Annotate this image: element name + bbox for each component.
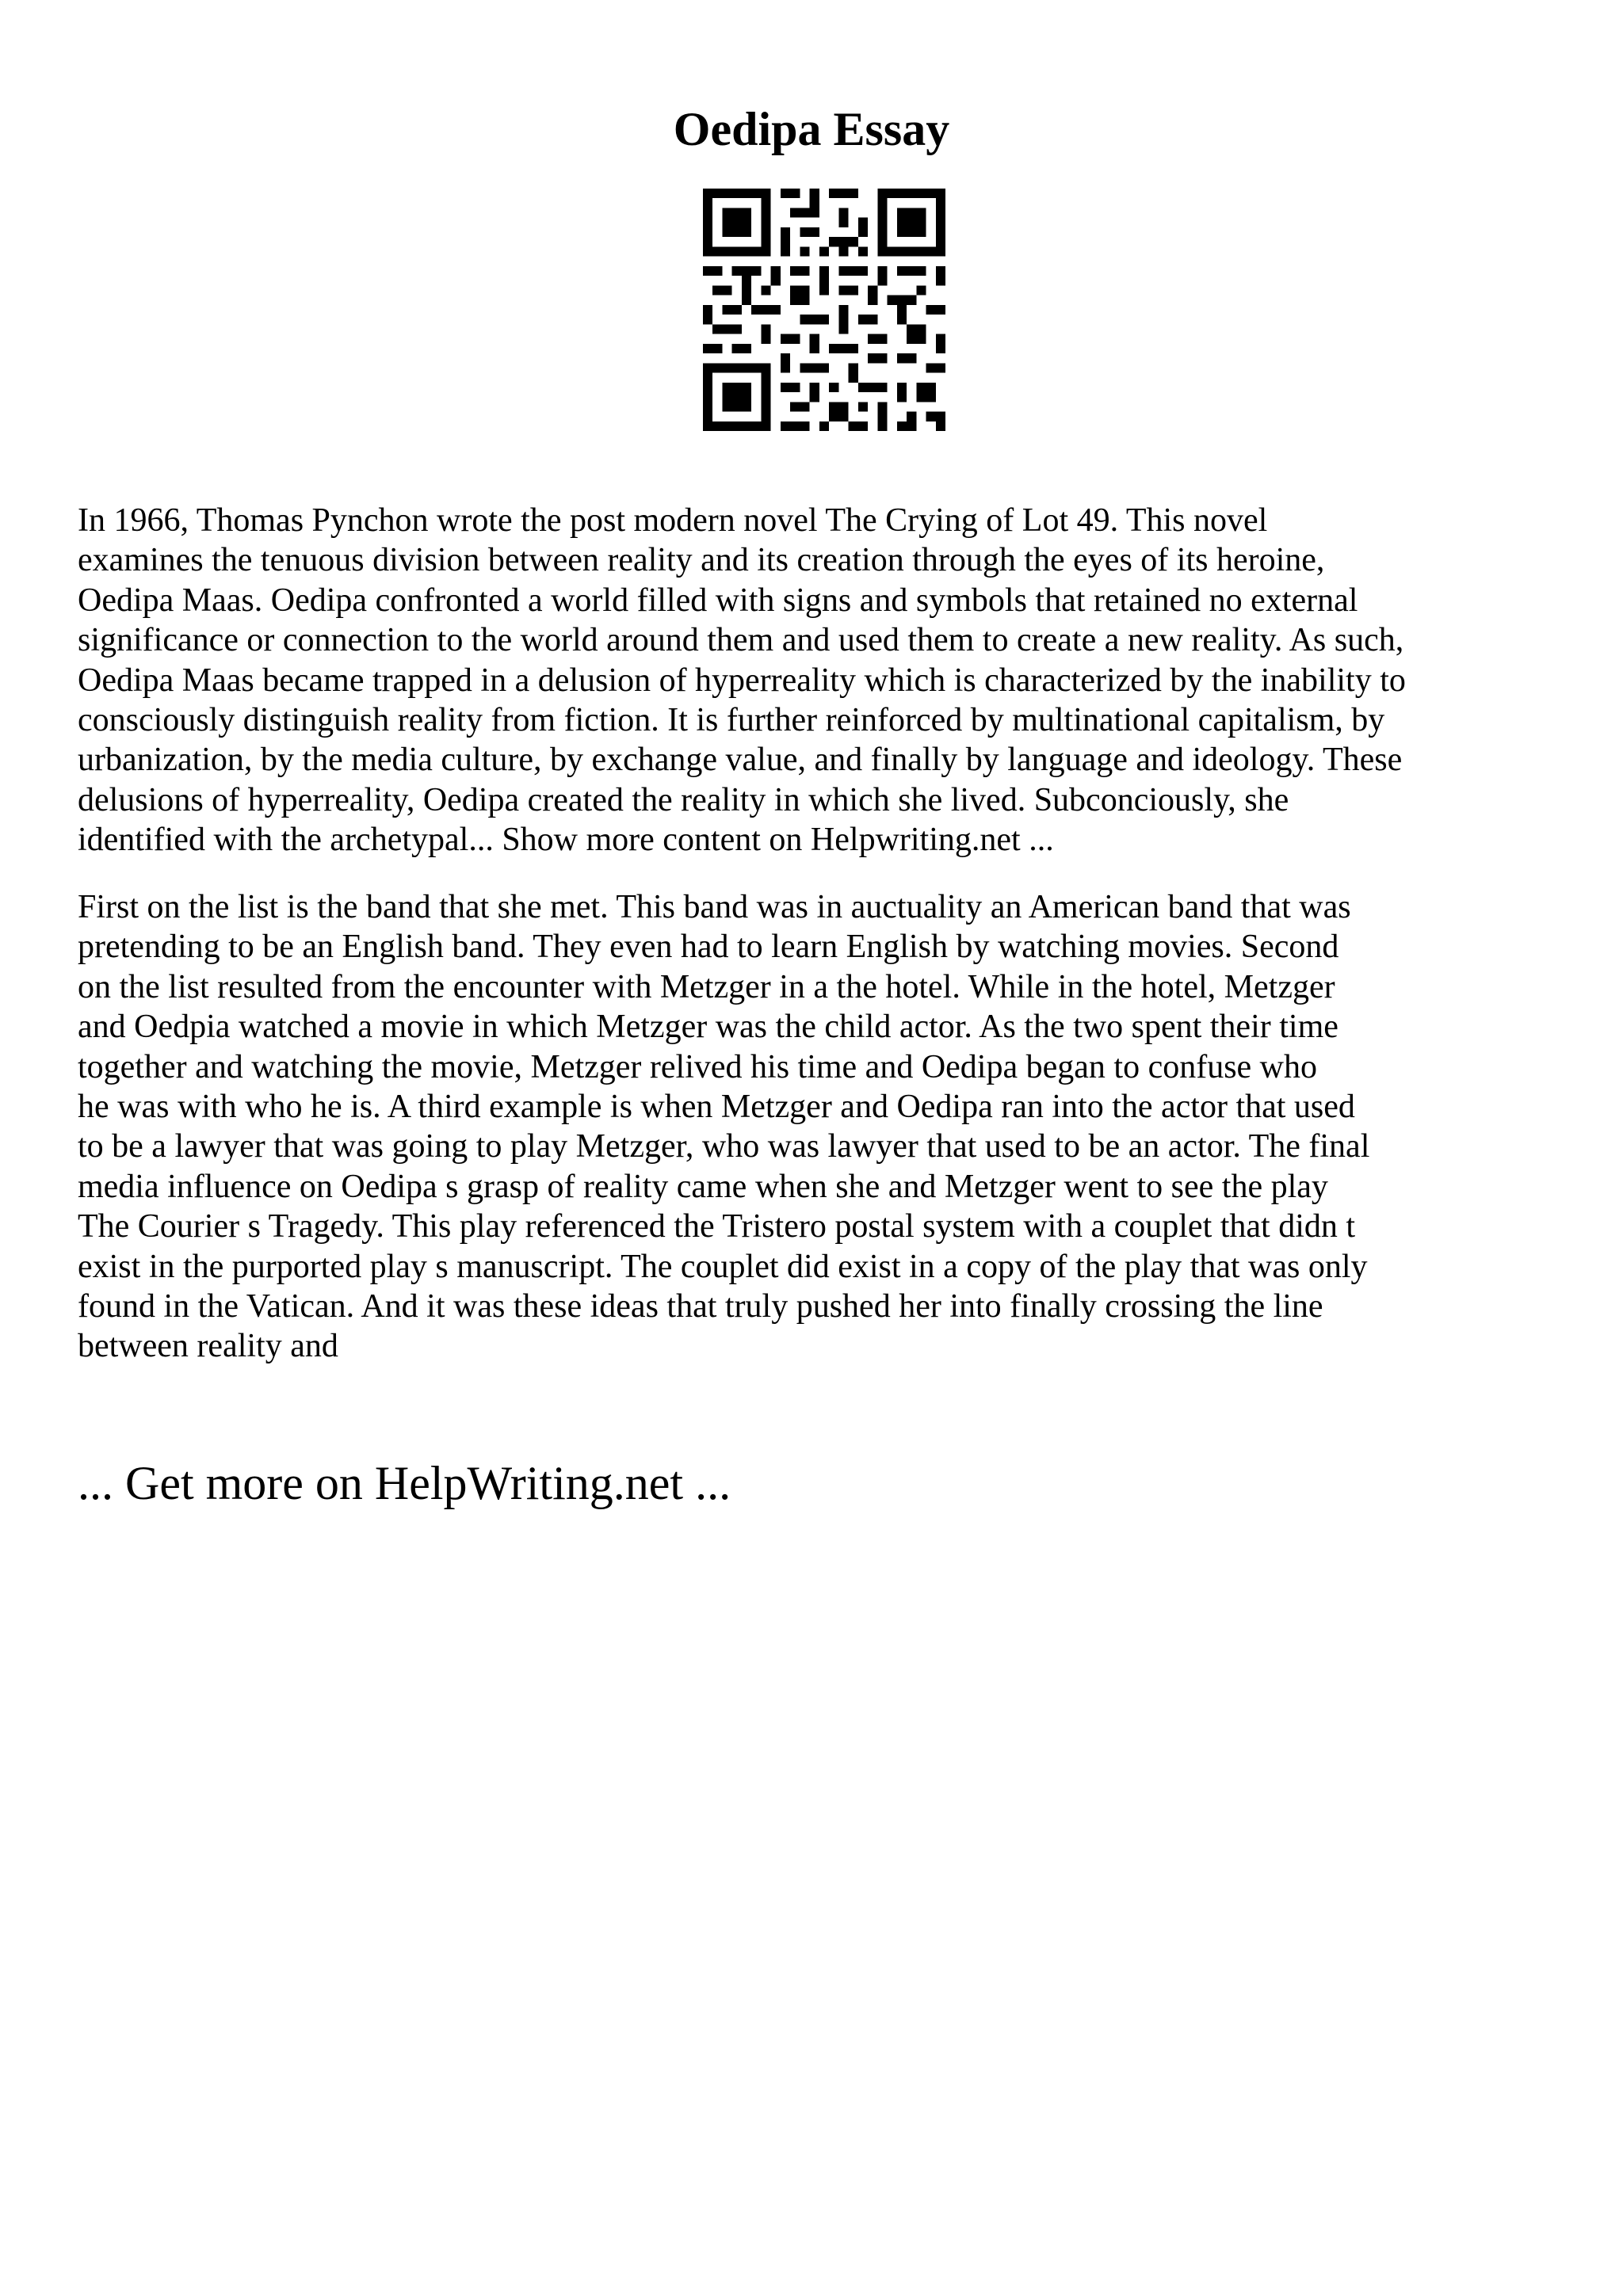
essay-paragraph-1: In 1966, Thomas Pynchon wrote the post modern novel The Crying of Lot 49. This novel examines the tenuous division between reality and its creation through the eyes of its heroine, Oedipa Maas. Oedipa confronted a world filled with signs and symbols that retained no external significance or connection to the world around them and used them to create a new reality. As such, Oedipa Maas became trapped in a delusion of hyperreality which is characterized by the inability to consciously distinguish reality from fiction. It is further reinforced by multinational capitalism, by urbanization, by the media culture, by exchange value, and finally by language and ideology. These delusions of hyperreality, Oedipa created the reality in which she lived. Subconciously, she identified with the archetypal... Show more content on Helpwriting.net ...: [78, 502, 1406, 859]
qr-code-icon: [703, 189, 945, 431]
get-more-link[interactable]: ... Get more on HelpWriting.net ...: [78, 1457, 731, 1509]
essay-paragraph-2: First on the list is the band that she met. This band was in auctuality an American band that was pretending to be an English band. They even had to learn English by watching movies. Second on the list resulted from the encounter with Metzger in a the hotel. While in the hotel, Metzger and Oedpia watched a movie in which Metzger was the child actor. As the two spent their time together and watching the movie, Metzger relived his time and Oedipa began to confuse who he was with who he is. A third example is when Metzger and Oedipa ran into the actor that used to be a lawyer that was going to play Metzger, who was lawyer that used to be an actor. The final media influence on Oedipa s grasp of reality came when she and Metzger went to see the play The Courier s Tragedy. This play referenced the Tristero postal system with a couplet that didn t exist in the purported play s manuscript. The couplet did exist in a copy of the play that was only found in the Vatican. And it was these ideas that truly pushed her into finally crossing the line between reality and: [78, 889, 1370, 1365]
page-title: Oedipa Essay: [673, 103, 950, 155]
